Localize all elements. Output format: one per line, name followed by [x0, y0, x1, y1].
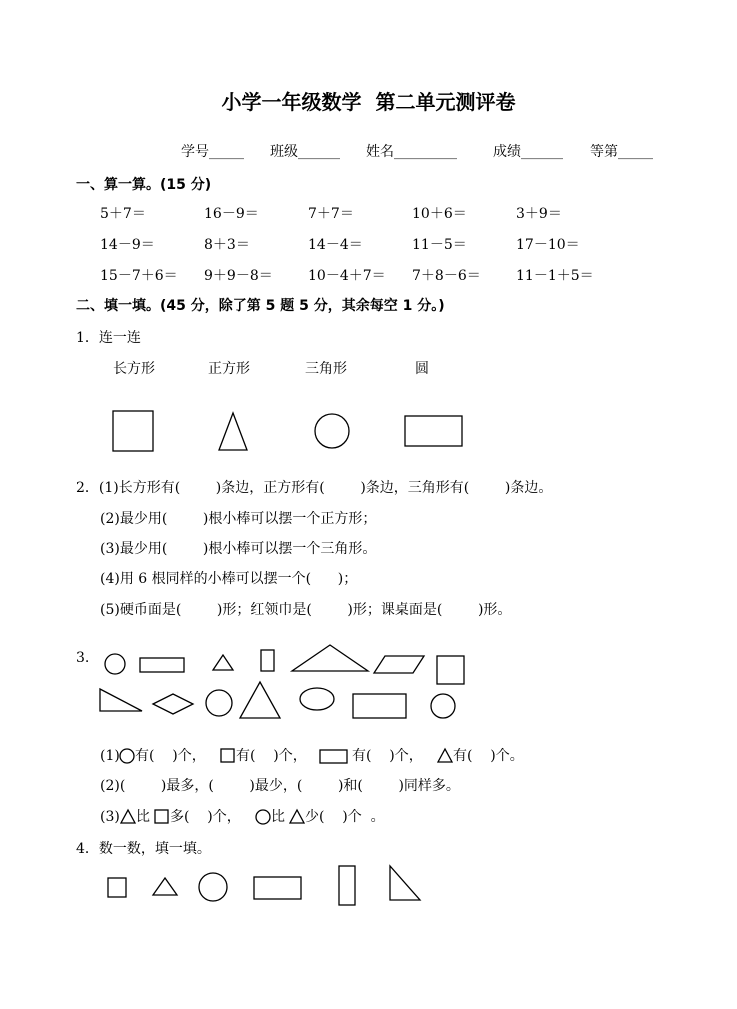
q3-right-triangle-shape — [100, 689, 142, 711]
problem: 10＋6＝ — [412, 206, 467, 222]
q4-square-shape — [108, 878, 126, 897]
score-field: 成绩______ — [493, 144, 563, 160]
name-field: 姓名_________ — [366, 144, 457, 160]
q3-circle-shape — [206, 690, 232, 716]
q3-sub2: (2)( )最多，( )最少，( )和( )同样多。 — [100, 778, 460, 794]
problem: 3＋9＝ — [516, 206, 562, 222]
q3-sub3-compare: 比 — [136, 809, 150, 825]
problem: 8＋3＝ — [204, 237, 250, 253]
problem: 16－9＝ — [204, 206, 259, 222]
q4-right-triangle-shape — [390, 866, 420, 900]
q3-sub3-more: 多( )个， — [170, 809, 241, 825]
problem: 11－5＝ — [412, 237, 467, 253]
q3-sub3-less: 少( )个 。 — [305, 809, 385, 825]
section2-heading: 二、填一填。(45 分，除了第 5 题 5 分，其余每空 1 分。) — [76, 298, 445, 314]
triangle-icon — [290, 810, 304, 823]
question-2-line-1: 2．(1)长方形有( )条边，正方形有( )条边，三角形有( )条边。 — [76, 480, 553, 496]
grade-field: 等第_____ — [590, 144, 653, 160]
q3-sub3-prefix: (3) — [100, 809, 120, 825]
q3-rectangle-shape — [261, 650, 274, 671]
problem: 7＋7＝ — [308, 206, 354, 222]
circle-icon — [256, 810, 270, 824]
q3-parallelogram-shape — [374, 656, 424, 673]
square-icon — [155, 810, 168, 823]
q3-ellipse-shape — [300, 688, 334, 710]
problem: 7＋8－6＝ — [412, 268, 481, 284]
problem: 5＋7＝ — [100, 206, 146, 222]
shape-name-square: 正方形 — [208, 361, 250, 377]
q3-sub1-triangle-count: 有( )个。 — [453, 748, 524, 764]
q3-rectangle-shape — [140, 658, 184, 672]
q3-rectangle-shape — [353, 694, 406, 718]
q1-triangle-shape — [219, 413, 247, 450]
problem: 11－1＋5＝ — [516, 268, 594, 284]
triangle-icon — [121, 810, 135, 823]
q3-sub1-prefix: (1) — [100, 748, 120, 764]
q3-sub1-circle-count: 有( )个， — [135, 748, 206, 764]
problem: 14－4＝ — [308, 237, 363, 253]
question-4-label: 4．数一数，填一填。 — [76, 841, 211, 857]
problem: 10－4＋7＝ — [308, 268, 386, 284]
q4-tall-rectangle-shape — [339, 866, 355, 905]
shape-name-triangle: 三角形 — [305, 361, 347, 377]
shape-name-rectangle: 长方形 — [113, 361, 155, 377]
q3-triangle-shape — [240, 682, 280, 718]
question-2-line-5: (5)硬币面是( )形；红领巾是( )形；课桌面是( )形。 — [100, 602, 512, 618]
q4-triangle-shape — [153, 878, 177, 895]
q3-sub1-rect-count: 有( )个， — [352, 748, 423, 764]
section1-heading: 一、算一算。(15 分) — [76, 177, 212, 193]
question-2-line-3: (3)最少用( )根小棒可以摆一个三角形。 — [100, 541, 377, 557]
triangle-icon — [438, 749, 452, 762]
question-3-label: 3. — [76, 650, 90, 666]
question-2-line-2: (2)最少用( )根小棒可以摆一个正方形； — [100, 511, 377, 527]
q1-rectangle-shape — [405, 416, 462, 446]
q3-triangle-shape — [292, 645, 368, 671]
problem: 15－7＋6＝ — [100, 268, 178, 284]
q3-sub3-compare-2: 比 — [271, 809, 285, 825]
q3-sub1-square-count: 有( )个， — [236, 748, 307, 764]
square-icon — [221, 749, 234, 762]
q3-square-shape — [437, 656, 464, 684]
q3-triangle-shape — [213, 655, 233, 670]
problem: 14－9＝ — [100, 237, 155, 253]
q3-circle-shape — [105, 654, 125, 674]
q3-rhombus-shape — [153, 694, 193, 714]
q1-square-shape — [113, 411, 153, 451]
question-1-label: 1．连一连 — [76, 330, 141, 346]
shape-name-circle: 圆 — [415, 361, 429, 377]
circle-icon — [120, 749, 134, 763]
question-2-line-4: (4)用 6 根同样的小棒可以摆一个( )； — [100, 571, 358, 587]
q4-circle-shape — [199, 873, 227, 901]
q1-circle-shape — [315, 414, 349, 448]
rectangle-icon — [320, 750, 347, 763]
problem: 9＋9－8＝ — [204, 268, 273, 284]
q4-rectangle-shape — [254, 877, 301, 899]
page-title: 小学一年级数学 第二单元测评卷 — [221, 90, 516, 114]
student-no-field: 学号_____ — [181, 144, 244, 160]
q3-circle-shape — [431, 694, 455, 718]
class-field: 班级______ — [270, 144, 340, 160]
problem: 17－10＝ — [516, 237, 580, 253]
